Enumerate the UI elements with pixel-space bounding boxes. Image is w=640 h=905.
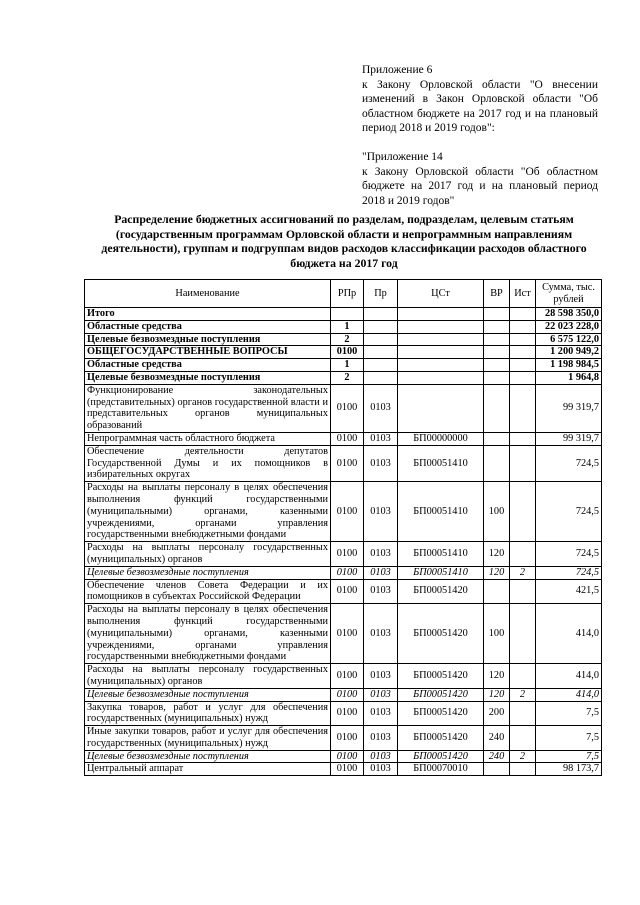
cell-ist <box>510 320 536 333</box>
cell-pr: 0103 <box>364 726 398 751</box>
table-row <box>85 566 602 579</box>
cell-rpr: 0100 <box>331 432 364 445</box>
cell-ist <box>510 333 536 346</box>
cell-vr: 100 <box>484 482 510 542</box>
cell-ist: 2 <box>510 688 536 701</box>
cell-name: Функционирование законодательных (представительных) органов государственной власти и представительных органов муниципальных образований <box>85 384 331 432</box>
table-row <box>85 701 602 726</box>
table-row <box>85 579 602 604</box>
header-rpr: РПр <box>331 280 364 308</box>
cell-rpr: 0100 <box>331 384 364 432</box>
cell-ist <box>510 604 536 664</box>
cell-name: Расходы на выплаты персоналу в целях обеспечения выполнения функций государственными (муниципальными) органами, казенными учреждениями, органами управления государственными внебюджетными фондами <box>85 604 331 664</box>
cell-pr <box>364 320 398 333</box>
cell-vr: 120 <box>484 664 510 689</box>
cell-vr: 120 <box>484 688 510 701</box>
table-row <box>85 482 602 542</box>
header-name: Наименование <box>85 280 331 308</box>
cell-ist <box>510 384 536 432</box>
header-vr: ВР <box>484 280 510 308</box>
cell-rpr: 0100 <box>331 482 364 542</box>
cell-name: Обеспечение членов Совета Федерации и их помощников в субъектах Российской Федерации <box>85 579 331 604</box>
cell-ist <box>510 701 536 726</box>
cell-cst <box>398 384 484 432</box>
cell-sum: 28 598 350,0 <box>536 308 602 321</box>
cell-sum: 7,5 <box>536 750 602 763</box>
header-pr: Пр <box>364 280 398 308</box>
table-row <box>85 763 602 776</box>
cell-sum: 1 964,8 <box>536 371 602 384</box>
cell-rpr: 0100 <box>331 542 364 567</box>
cell-sum: 421,5 <box>536 579 602 604</box>
annex-14-title: "Приложение 14 <box>362 151 443 163</box>
table-row <box>85 384 602 432</box>
cell-pr <box>364 359 398 372</box>
cell-name: ОБЩЕГОСУДАРСТВЕННЫЕ ВОПРОСЫ <box>85 346 331 359</box>
cell-vr: 100 <box>484 604 510 664</box>
header-cst: ЦСт <box>398 280 484 308</box>
cell-pr: 0103 <box>364 482 398 542</box>
cell-ist <box>510 763 536 776</box>
cell-ist: 2 <box>510 566 536 579</box>
cell-name: Итого <box>85 308 331 321</box>
cell-sum: 98 173,7 <box>536 763 602 776</box>
table-row <box>85 371 602 384</box>
cell-rpr: 0100 <box>331 664 364 689</box>
table-row <box>85 333 602 346</box>
cell-pr: 0103 <box>364 701 398 726</box>
cell-vr <box>484 359 510 372</box>
annex-6-title: Приложение 6 <box>362 64 433 76</box>
cell-rpr: 1 <box>331 320 364 333</box>
cell-cst: БП00051420 <box>398 604 484 664</box>
cell-rpr: 0100 <box>331 763 364 776</box>
cell-cst: БП00051420 <box>398 726 484 751</box>
cell-name: Областные средства <box>85 320 331 333</box>
cell-ist <box>510 726 536 751</box>
cell-pr: 0103 <box>364 432 398 445</box>
cell-name: Целевые безвозмездные поступления <box>85 371 331 384</box>
cell-sum: 724,5 <box>536 482 602 542</box>
cell-pr: 0103 <box>364 664 398 689</box>
cell-ist <box>510 371 536 384</box>
cell-pr <box>364 333 398 346</box>
cell-cst <box>398 359 484 372</box>
cell-sum: 6 575 122,0 <box>536 333 602 346</box>
document-heading: Распределение бюджетных ассигнований по разделам, подразделам, целевым статьям (государственным программам Орловской области и непрограммным направлениям деятельности), группам и подгруппам видов расходов классификации расходов областного бюджета на 2017 год <box>101 212 587 270</box>
cell-ist <box>510 445 536 481</box>
cell-cst: БП00051420 <box>398 664 484 689</box>
budget-table <box>84 279 602 776</box>
cell-sum: 7,5 <box>536 726 602 751</box>
cell-name: Расходы на выплаты персоналу в целях обеспечения выполнения функций государственными (муниципальными) органами, казенными учреждениями, органами управления государственными внебюджетными фондами <box>85 482 331 542</box>
cell-ist <box>510 542 536 567</box>
cell-vr <box>484 579 510 604</box>
cell-pr <box>364 308 398 321</box>
cell-ist <box>510 482 536 542</box>
cell-pr: 0103 <box>364 750 398 763</box>
annex-14-text: к Закону Орловской области "Об областном бюджете на 2017 год и на плановый период 2018 и 2019 годов" <box>362 165 598 207</box>
cell-ist <box>510 346 536 359</box>
cell-vr <box>484 445 510 481</box>
table-row <box>85 320 602 333</box>
cell-rpr: 2 <box>331 333 364 346</box>
table-row <box>85 542 602 567</box>
cell-vr <box>484 763 510 776</box>
cell-vr: 240 <box>484 750 510 763</box>
cell-sum: 724,5 <box>536 445 602 481</box>
cell-rpr <box>331 308 364 321</box>
cell-cst: БП00051410 <box>398 542 484 567</box>
cell-cst <box>398 308 484 321</box>
cell-name: Целевые безвозмездные поступления <box>85 566 331 579</box>
cell-ist <box>510 432 536 445</box>
cell-pr: 0103 <box>364 566 398 579</box>
table-row <box>85 308 602 321</box>
cell-name: Закупка товаров, работ и услуг для обеспечения государственных (муниципальных) нужд <box>85 701 331 726</box>
cell-name: Целевые безвозмездные поступления <box>85 750 331 763</box>
cell-ist <box>510 308 536 321</box>
cell-cst: БП00051410 <box>398 482 484 542</box>
cell-rpr: 0100 <box>331 726 364 751</box>
cell-name: Центральный аппарат <box>85 763 331 776</box>
cell-cst: БП00070010 <box>398 763 484 776</box>
header-ist: Ист <box>510 280 536 308</box>
cell-pr <box>364 371 398 384</box>
cell-rpr: 0100 <box>331 701 364 726</box>
table-row <box>85 688 602 701</box>
cell-cst: БП00051420 <box>398 701 484 726</box>
cell-vr: 240 <box>484 726 510 751</box>
table-row <box>85 445 602 481</box>
cell-cst <box>398 346 484 359</box>
cell-sum: 414,0 <box>536 604 602 664</box>
cell-rpr: 0100 <box>331 604 364 664</box>
cell-name: Областные средства <box>85 359 331 372</box>
cell-ist <box>510 359 536 372</box>
cell-rpr: 0100 <box>331 346 364 359</box>
table-row <box>85 664 602 689</box>
cell-sum: 99 319,7 <box>536 432 602 445</box>
table-row <box>85 750 602 763</box>
cell-cst <box>398 320 484 333</box>
cell-cst: БП00051410 <box>398 445 484 481</box>
cell-name: Обеспечение деятельности депутатов Государственной Думы и их помощников в избирательных округах <box>85 445 331 481</box>
cell-rpr: 2 <box>331 371 364 384</box>
cell-name: Целевые безвозмездные поступления <box>85 333 331 346</box>
cell-name: Расходы на выплаты персоналу государственных (муниципальных) органов <box>85 664 331 689</box>
cell-pr: 0103 <box>364 579 398 604</box>
cell-rpr: 0100 <box>331 688 364 701</box>
cell-ist: 2 <box>510 750 536 763</box>
table-row <box>85 359 602 372</box>
annex-6-text: к Закону Орловской области "О внесении изменений в Закон Орловской области "Об областном бюджете на 2017 год и на плановый период 2018 и 2019 годов": <box>362 78 598 135</box>
cell-cst: БП00051420 <box>398 579 484 604</box>
cell-vr <box>484 384 510 432</box>
cell-pr <box>364 346 398 359</box>
cell-pr: 0103 <box>364 542 398 567</box>
cell-vr: 120 <box>484 566 510 579</box>
cell-sum: 1 200 949,2 <box>536 346 602 359</box>
cell-pr: 0103 <box>364 763 398 776</box>
header-sum: Сумма, тыс. рублей <box>536 280 602 308</box>
cell-name: Целевые безвозмездные поступления <box>85 688 331 701</box>
cell-vr: 200 <box>484 701 510 726</box>
cell-rpr: 0100 <box>331 566 364 579</box>
cell-sum: 99 319,7 <box>536 384 602 432</box>
annex-14-block <box>362 150 598 208</box>
table-row <box>85 726 602 751</box>
cell-sum: 724,5 <box>536 542 602 567</box>
cell-vr <box>484 346 510 359</box>
table-header-row <box>85 280 602 308</box>
cell-cst: БП00051420 <box>398 688 484 701</box>
cell-sum: 7,5 <box>536 701 602 726</box>
cell-sum: 22 023 228,0 <box>536 320 602 333</box>
cell-cst: БП00051410 <box>398 566 484 579</box>
cell-rpr: 0100 <box>331 445 364 481</box>
cell-ist <box>510 664 536 689</box>
cell-pr: 0103 <box>364 384 398 432</box>
cell-cst: БП00000000 <box>398 432 484 445</box>
cell-name: Расходы на выплаты персоналу государственных (муниципальных) органов <box>85 542 331 567</box>
cell-vr <box>484 308 510 321</box>
cell-name: Иные закупки товаров, работ и услуг для обеспечения государственных (муниципальных) нужд <box>85 726 331 751</box>
cell-name: Непрограммная часть областного бюджета <box>85 432 331 445</box>
cell-sum: 1 198 984,5 <box>536 359 602 372</box>
table-body <box>85 308 602 776</box>
table-row <box>85 604 602 664</box>
cell-pr: 0103 <box>364 445 398 481</box>
cell-vr <box>484 432 510 445</box>
annex-6-block <box>362 63 598 136</box>
cell-vr <box>484 371 510 384</box>
cell-cst: БП00051420 <box>398 750 484 763</box>
cell-sum: 414,0 <box>536 664 602 689</box>
cell-cst <box>398 371 484 384</box>
cell-rpr: 0100 <box>331 579 364 604</box>
table-row <box>85 432 602 445</box>
table-row <box>85 346 602 359</box>
cell-rpr: 1 <box>331 359 364 372</box>
cell-cst <box>398 333 484 346</box>
cell-ist <box>510 579 536 604</box>
cell-rpr: 0100 <box>331 750 364 763</box>
cell-pr: 0103 <box>364 688 398 701</box>
cell-sum: 724,5 <box>536 566 602 579</box>
cell-vr <box>484 320 510 333</box>
cell-vr: 120 <box>484 542 510 567</box>
cell-vr <box>484 333 510 346</box>
cell-pr: 0103 <box>364 604 398 664</box>
cell-sum: 414,0 <box>536 688 602 701</box>
